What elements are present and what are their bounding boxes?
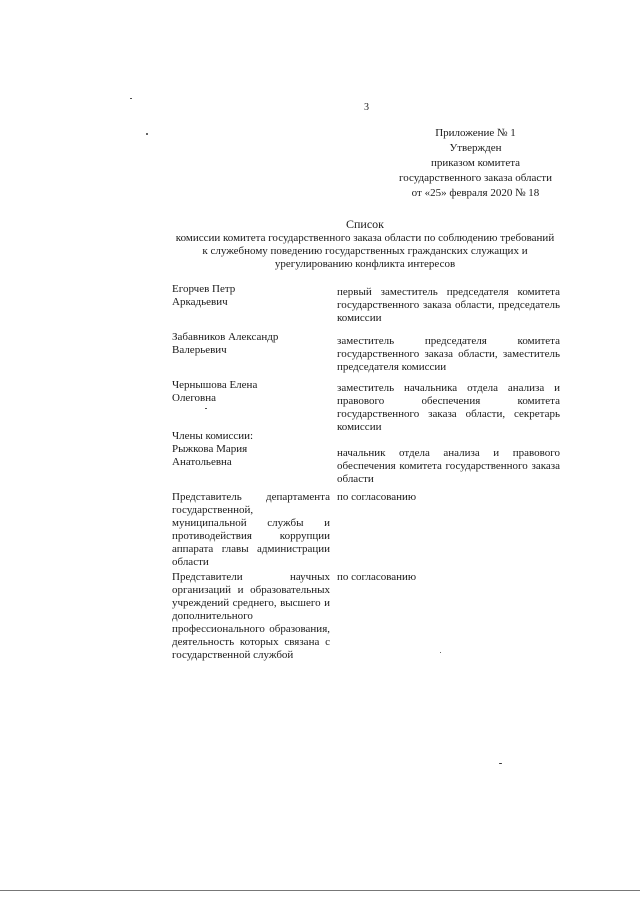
scan-edge-line (0, 890, 640, 891)
order-date: от «25» февраля 2020 № 18 (411, 187, 540, 199)
member-name: Чернышова Елена Олеговна (172, 379, 258, 404)
member-name: Рыжкова Мария Анатольевна (172, 443, 248, 468)
scan-speck (146, 133, 148, 135)
member-name: Забавников Александр Валерьевич (172, 331, 279, 356)
document-title (140, 218, 590, 271)
title-line-3: урегулированию конфликта интересов (274, 258, 456, 270)
committee-label: государственного заказа области (398, 172, 553, 184)
member-name: Егорчев Петр Аркадьевич (172, 283, 236, 308)
scan-speck (440, 652, 441, 653)
appendix-label: Приложение № 1 (435, 127, 516, 139)
representative-name: Представитель департамента государственной, муниципальной службы и противодействия коррупции аппарата главы администрации области (172, 491, 330, 568)
approval-stamp (388, 126, 563, 201)
representative-name: Представители научных организаций и образовательных учреждений среднего, высшего и дополнительного профессионального образования, деятельность которых связана с государственной службой (172, 571, 330, 661)
scan-speck (499, 763, 502, 764)
scan-speck (130, 98, 132, 99)
member-role: начальник отдела анализа и правового обеспечения комитета государственного заказа области (337, 447, 560, 485)
representative-role: по согласованию (337, 491, 417, 503)
title-line-1: комиссии комитета государственного заказа области по соблюдению требований (175, 232, 555, 244)
page-number: 3 (364, 102, 369, 113)
approved-label: Утвержден (449, 142, 502, 154)
member-role: заместитель начальника отдела анализа и правового обеспечения комитета государственного заказа области, секретарь комиссии (337, 382, 560, 433)
list-heading: Список (345, 217, 384, 231)
scan-speck (205, 408, 207, 409)
order-label: приказом комитета (430, 157, 521, 169)
member-role: первый заместитель председателя комитета государственного заказа области, председатель комиссии (337, 286, 560, 324)
representative-role: по согласованию (337, 571, 417, 583)
member-role: заместитель председателя комитета государственного заказа области, заместитель председателя комиссии (337, 335, 560, 373)
commission-members-label: Члены комиссии: (172, 430, 254, 442)
title-line-2: к служебному поведению государственных гражданских служащих и (202, 245, 528, 257)
